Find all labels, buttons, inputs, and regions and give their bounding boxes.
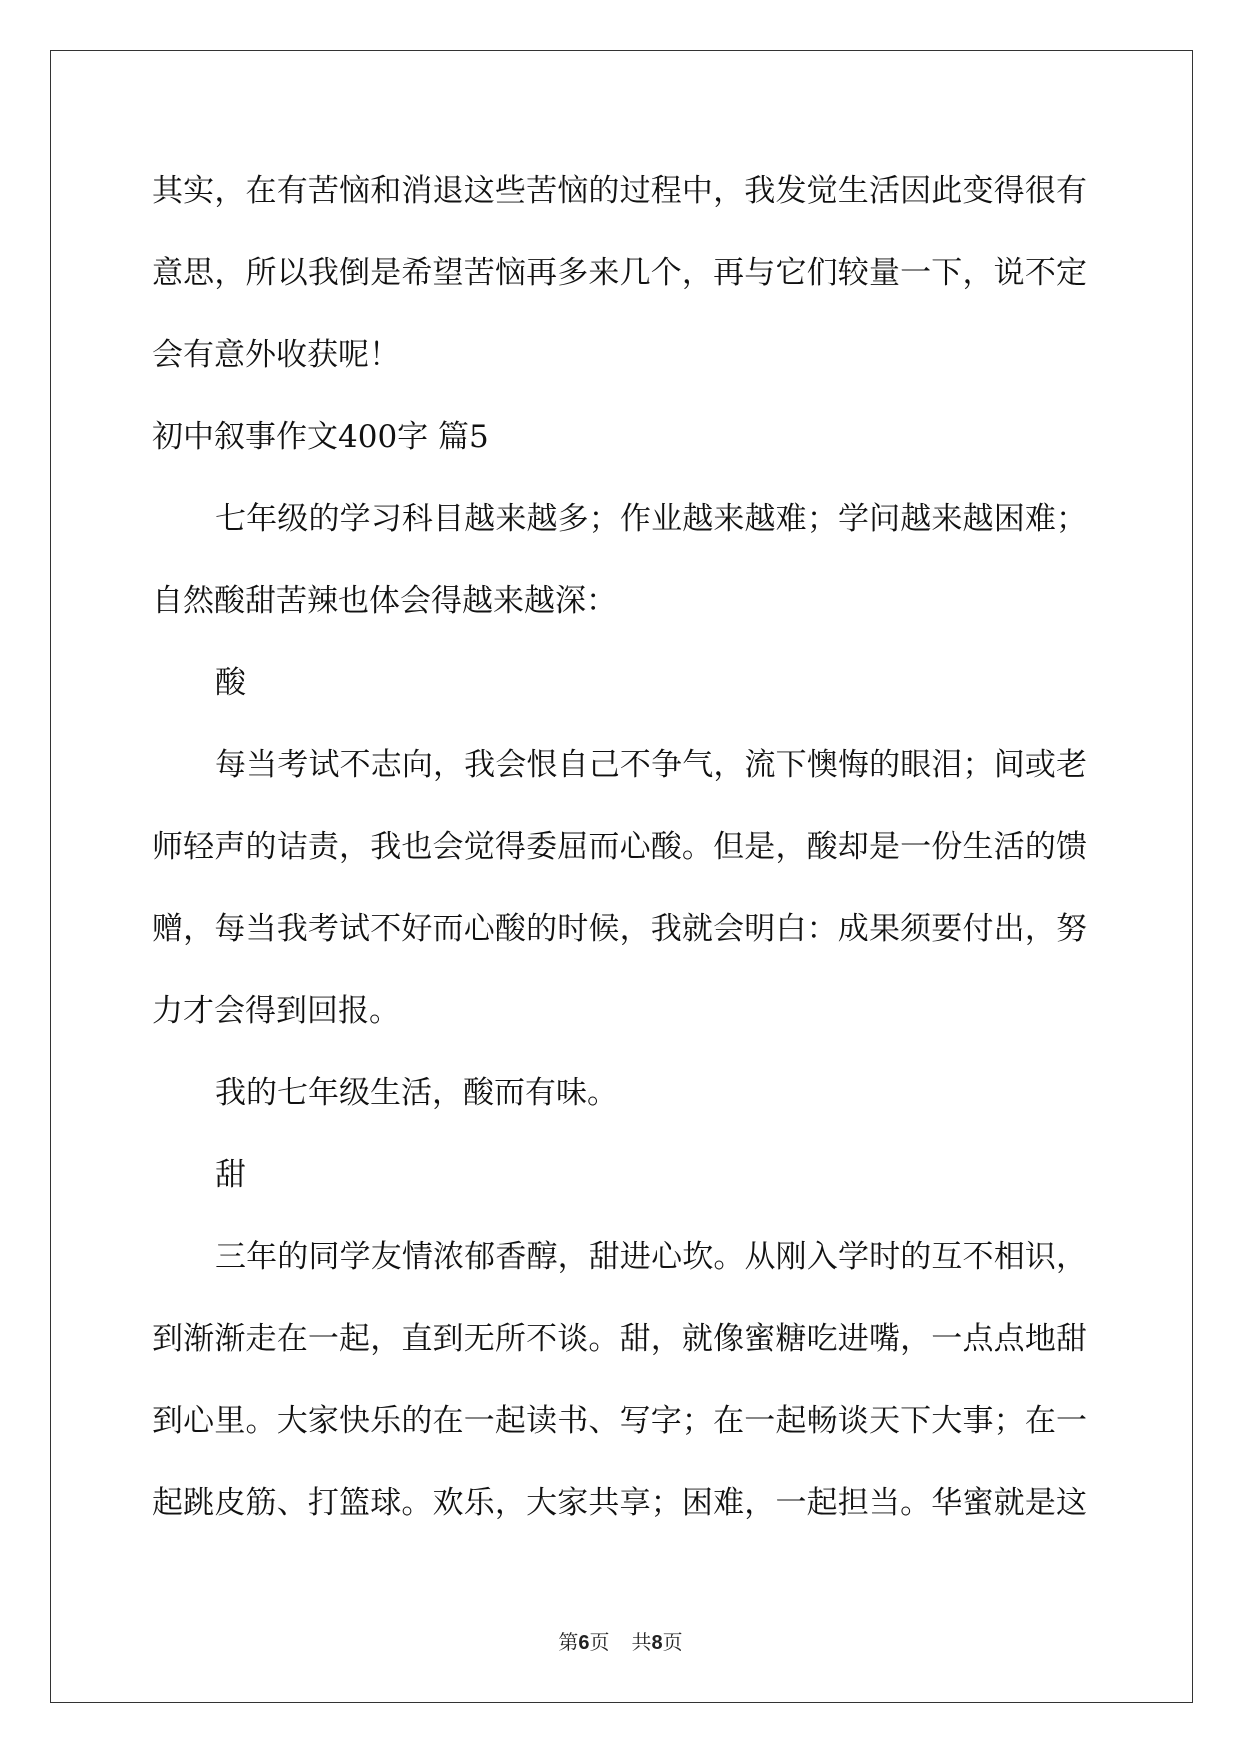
page-suffix: 页 <box>589 1630 610 1654</box>
total-prefix: 共 <box>631 1630 652 1654</box>
current-page-number: 6 <box>578 1632 590 1654</box>
paragraph-line: 起跳皮筋、打篮球。欢乐，大家共享；困难，一起担当。华蜜就是这 <box>152 1485 1087 1521</box>
paragraph-line: 到渐渐走在一起，直到无所不谈。甜，就像蜜糖吃进嘴，一点点地甜 <box>152 1321 1087 1357</box>
subheading-sour: 酸 <box>215 665 246 701</box>
section-heading: 初中叙事作文400字 篇5 <box>152 419 489 455</box>
subheading-sweet: 甜 <box>215 1157 246 1193</box>
paragraph-line: 赠，每当我考试不好而心酸的时候，我就会明白：成果须要付出，努 <box>152 911 1087 947</box>
paragraph-line: 我的七年级生活，酸而有味。 <box>215 1075 618 1111</box>
paragraph-line: 自然酸甜苦辣也体会得越来越深： <box>152 583 617 619</box>
paragraph-line: 力才会得到回报。 <box>152 993 400 1029</box>
page-footer <box>0 1626 1241 1655</box>
paragraph-line: 会有意外收获呢！ <box>152 337 400 373</box>
paragraph-line: 三年的同学友情浓郁香醇，甜进心坎。从刚入学时的互不相识， <box>215 1239 1087 1275</box>
total-suffix: 页 <box>662 1630 683 1654</box>
paragraph-line: 每当考试不志向，我会恨自己不争气，流下懊悔的眼泪；间或老 <box>215 747 1087 783</box>
paragraph-line: 七年级的学习科目越来越多；作业越来越难；学问越来越困难； <box>215 501 1087 537</box>
paragraph-line: 到心里。大家快乐的在一起读书、写字；在一起畅谈天下大事；在一 <box>152 1403 1087 1439</box>
total-pages-number: 8 <box>651 1632 663 1654</box>
page-prefix: 第 <box>558 1630 579 1654</box>
document-body <box>152 150 1087 1544</box>
paragraph-line: 师轻声的诘责，我也会觉得委屈而心酸。但是，酸却是一份生活的馈 <box>152 829 1087 865</box>
paragraph-line: 其实，在有苦恼和消退这些苦恼的过程中，我发觉生活因此变得很有 <box>152 173 1087 209</box>
paragraph-line: 意思，所以我倒是希望苦恼再多来几个，再与它们较量一下，说不定 <box>152 255 1087 291</box>
